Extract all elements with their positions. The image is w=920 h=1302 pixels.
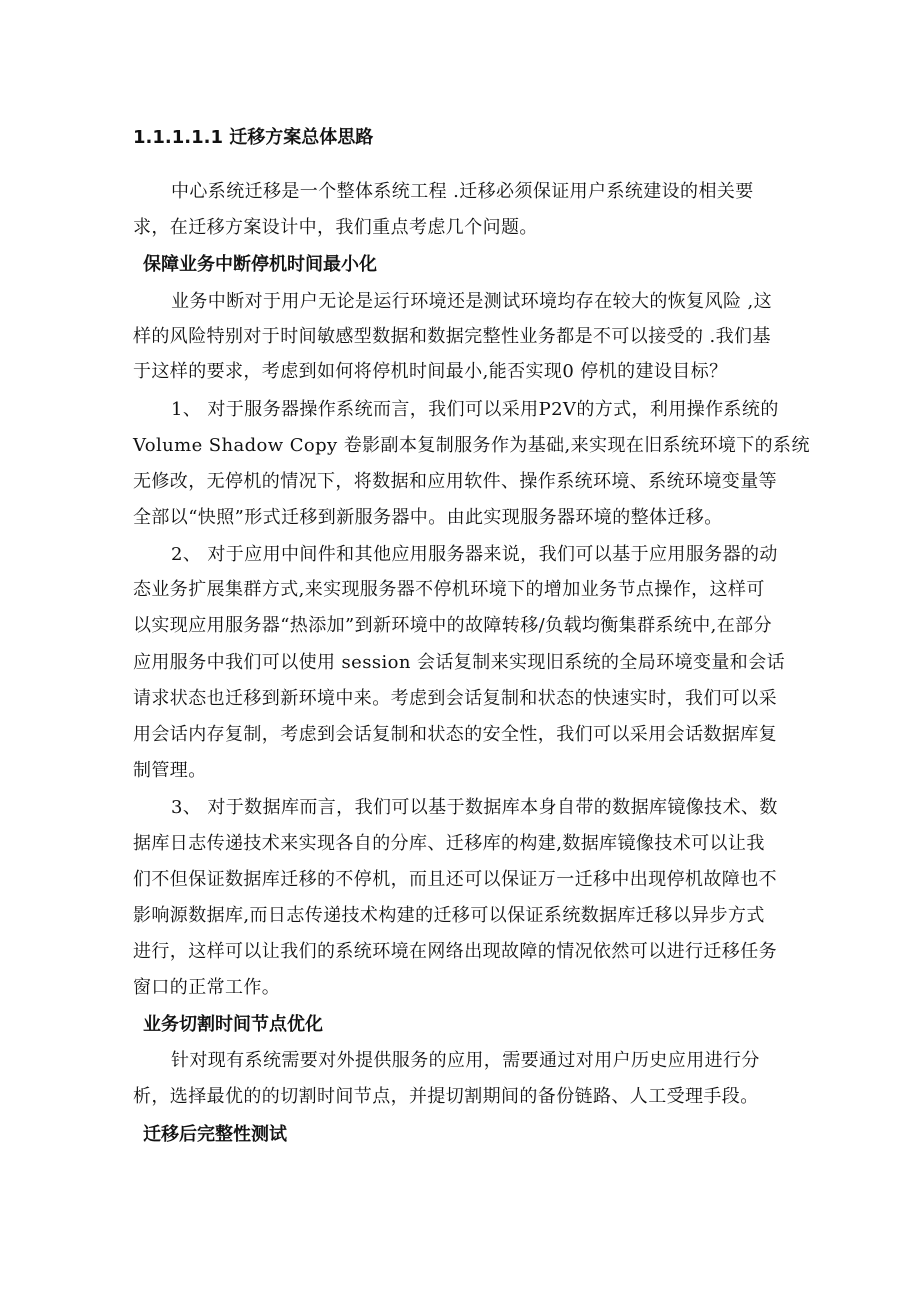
section-title: 1.1.1.1.1 迁移方案总体思路 (133, 127, 374, 148)
list-item-line: 3、 对于数据库而言，我们可以基于数据库本身自带的数据库镜像技术、数 (171, 797, 778, 818)
list-item-line: 们不但保证数据库迁移的不停机，而且还可以保证万一迁移中出现停机故障也不 (133, 869, 777, 890)
list-item-line: 据库日志传递技术来实现各自的分库、迁移库的构建,数据库镜像技术可以让我 (133, 833, 765, 854)
paragraph-line: 析，选择最优的的切割时间节点，并提切割期间的备份链路、人工受理手段。 (133, 1086, 759, 1107)
list-item-line: 全部以“快照”形式迁移到新服务器中。由此实现服务器环境的整体迁移。 (133, 507, 723, 528)
paragraph-line: 业务中断对于用户无论是运行环境还是测试环境均存在较大的恢复风险 ,这 (171, 291, 773, 312)
list-item-line: 请求状态也迁移到新环境中来。考虑到会话复制和状态的快速实时，我们可以采 (133, 688, 777, 709)
list-item-line: 应用服务中我们可以使用 session 会话复制来实现旧系统的全局环境变量和会话 (133, 652, 785, 673)
list-item-line: 窗口的正常工作。 (133, 977, 281, 998)
list-item-line: Volume Shadow Copy 卷影副本复制服务作为基础,来实现在旧系统环境下的系统 (133, 435, 810, 456)
list-item-line: 用会话内存复制，考虑到会话复制和状态的安全性，我们可以采用会话数据库复 (133, 724, 777, 745)
list-item-line: 2、 对于应用中间件和其他应用服务器来说，我们可以基于应用服务器的动 (171, 544, 778, 565)
subsection-title: 保障业务中断停机时间最小化 (143, 254, 377, 275)
paragraph-line: 中心系统迁移是一个整体系统工程 .迁移必须保证用户系统建设的相关要 (171, 181, 754, 202)
list-item-line: 制管理。 (133, 760, 207, 781)
list-item-line: 态业务扩展集群方式,来实现服务器不停机环境下的增加业务节点操作，这样可 (133, 579, 765, 600)
subsection-title: 业务切割时间节点优化 (143, 1014, 323, 1035)
paragraph-line: 针对现有系统需要对外提供服务的应用，需要通过对用户历史应用进行分 (171, 1050, 760, 1071)
paragraph-line: 于这样的要求，考虑到如何将停机时间最小,能否实现0 停机的建设目标？ (133, 361, 728, 382)
paragraph-line: 样的风险特别对于时间敏感型数据和数据完整性业务都是不可以接受的 .我们基 (133, 326, 771, 347)
list-item-line: 影响源数据库,而日志传递技术构建的迁移可以保证系统数据库迁移以异步方式 (133, 905, 765, 926)
list-item-line: 1、 对于服务器操作系统而言，我们可以采用P2V的方式，利用操作系统的 (171, 399, 779, 420)
paragraph-line: 求，在迁移方案设计中，我们重点考虑几个问题。 (133, 217, 538, 238)
subsection-title: 迁移后完整性测试 (143, 1124, 287, 1145)
list-item-line: 以实现应用服务器“热添加”到新环境中的故障转移/负载均衡集群系统中,在部分 (133, 615, 772, 636)
list-item-line: 进行，这样可以让我们的系统环境在网络出现故障的情况依然可以进行迁移任务 (133, 941, 777, 962)
list-item-line: 无修改，无停机的情况下，将数据和应用软件、操作系统环境、系统环境变量等 (133, 471, 777, 492)
